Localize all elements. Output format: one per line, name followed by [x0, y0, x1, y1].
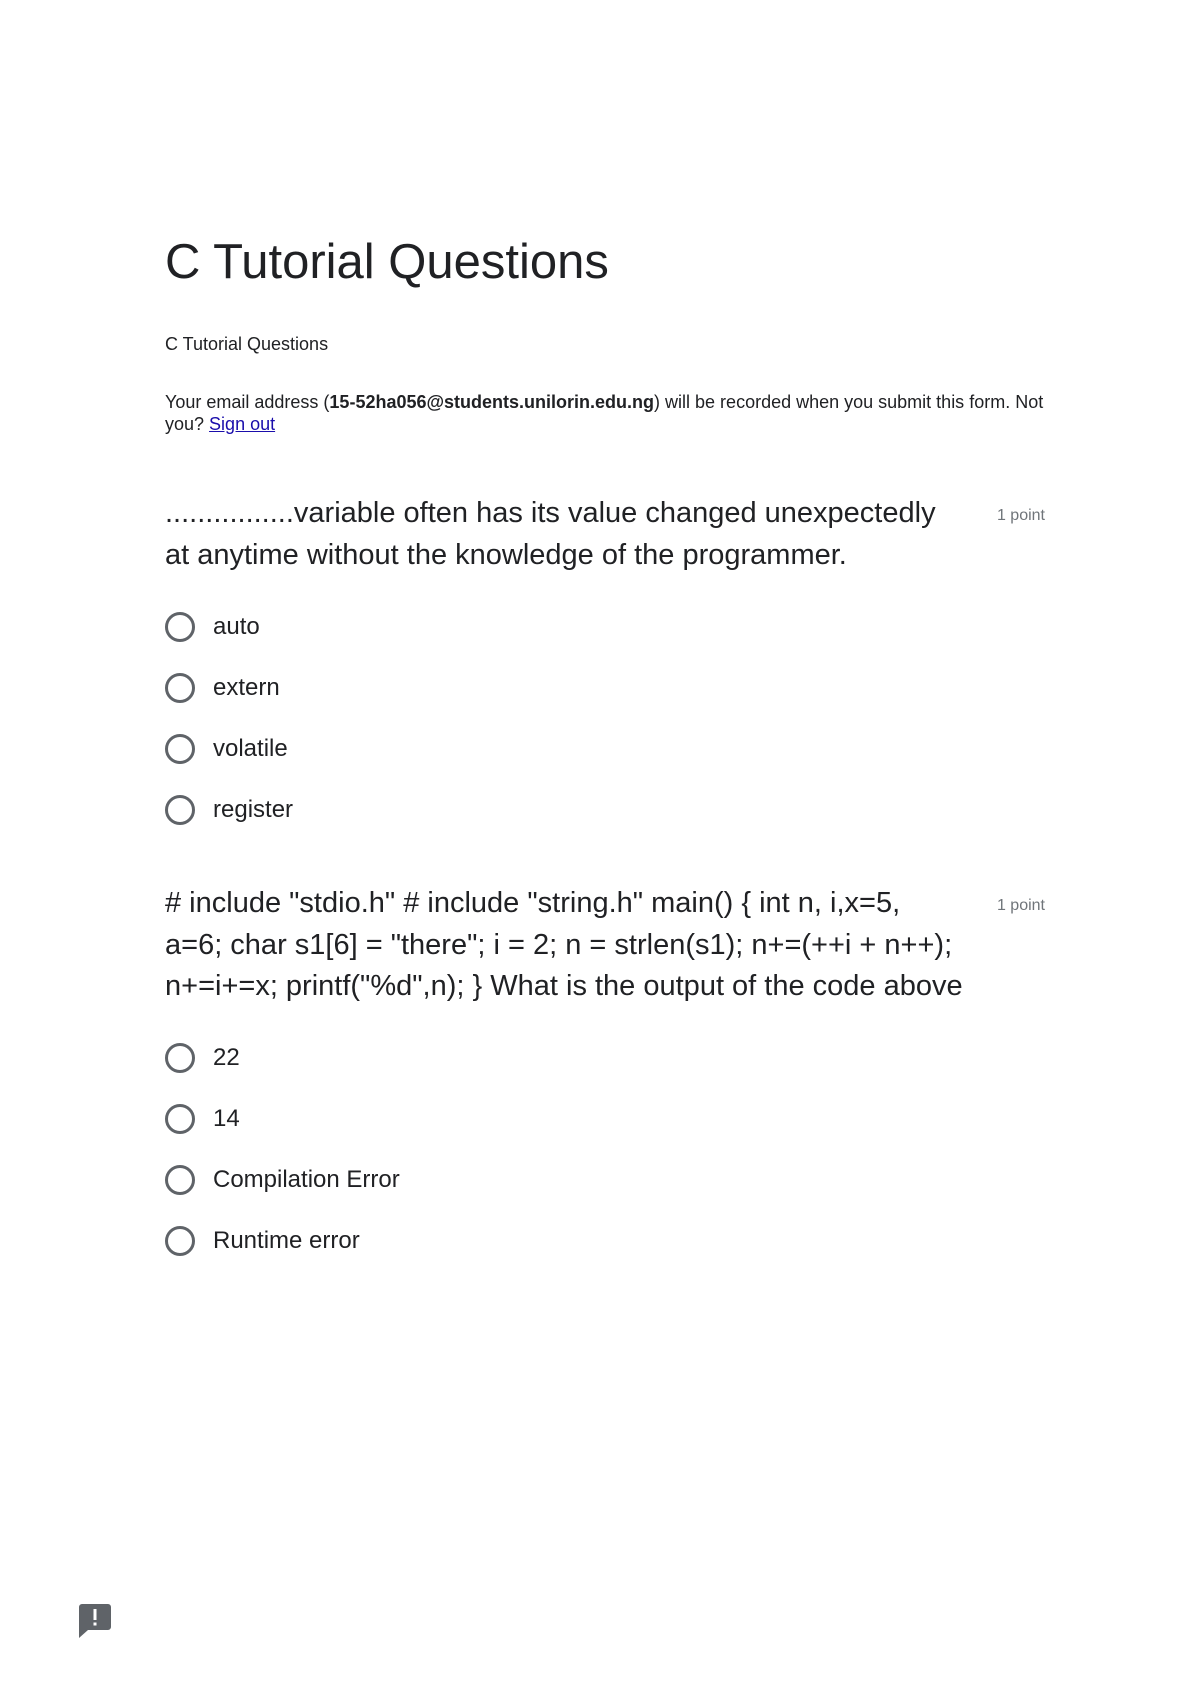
option-14[interactable]	[165, 1089, 1045, 1150]
email-notice-prefix: Your email address (	[165, 392, 330, 412]
question-text: # include "stdio.h" # include "string.h" main() { int n, i,x=5, a=6; char s1[6] = "there"; i = 2; n = strlen(s1); n+=(++i + n++); n+=i+=x; printf("%d",n); } What is the output of the code above	[165, 887, 963, 1002]
email-notice-suffix: ) will be recorded when you submit this form. Not you?	[165, 392, 1044, 434]
form-description: C Tutorial Questions	[165, 334, 329, 354]
radio-unchecked-icon[interactable]	[165, 1165, 195, 1195]
option-label: Runtime error	[213, 1227, 360, 1254]
option-label: Compilation Error	[213, 1166, 400, 1193]
radio-unchecked-icon[interactable]	[165, 612, 195, 642]
question-1	[165, 493, 1045, 840]
option-list	[165, 1028, 1045, 1272]
sign-out-link[interactable]: Sign out	[209, 414, 276, 434]
option-auto[interactable]	[165, 596, 1045, 657]
radio-unchecked-icon[interactable]	[165, 795, 195, 825]
radio-unchecked-icon[interactable]	[165, 1104, 195, 1134]
option-label: 14	[213, 1105, 240, 1132]
question-points: 1 point	[996, 897, 1045, 914]
question-points: 1 point	[996, 507, 1045, 524]
option-label: register	[213, 795, 294, 823]
feedback-icon[interactable]	[78, 1603, 112, 1639]
question-text: ................variable often has its value changed unexpectedly at anytime without the knowledge of the programmer.	[165, 497, 936, 571]
option-list	[165, 596, 1045, 840]
option-extern[interactable]	[165, 657, 1045, 718]
radio-unchecked-icon[interactable]	[165, 1043, 195, 1073]
option-label: extern	[213, 673, 280, 701]
option-register[interactable]	[165, 779, 1045, 840]
option-volatile[interactable]	[165, 718, 1045, 779]
radio-unchecked-icon[interactable]	[165, 673, 195, 703]
email-notice	[165, 391, 1045, 435]
form-title: C Tutorial Questions	[165, 235, 609, 289]
option-compilation-error[interactable]	[165, 1150, 1045, 1211]
option-label: auto	[213, 612, 260, 640]
option-label: volatile	[213, 734, 288, 762]
option-22[interactable]	[165, 1028, 1045, 1089]
radio-unchecked-icon[interactable]	[165, 734, 195, 764]
email-address: 15-52ha056@students.unilorin.edu.ng	[329, 392, 655, 412]
radio-unchecked-icon[interactable]	[165, 1226, 195, 1256]
question-2	[165, 883, 1045, 1272]
option-label: 22	[213, 1044, 240, 1071]
option-runtime-error[interactable]	[165, 1211, 1045, 1272]
